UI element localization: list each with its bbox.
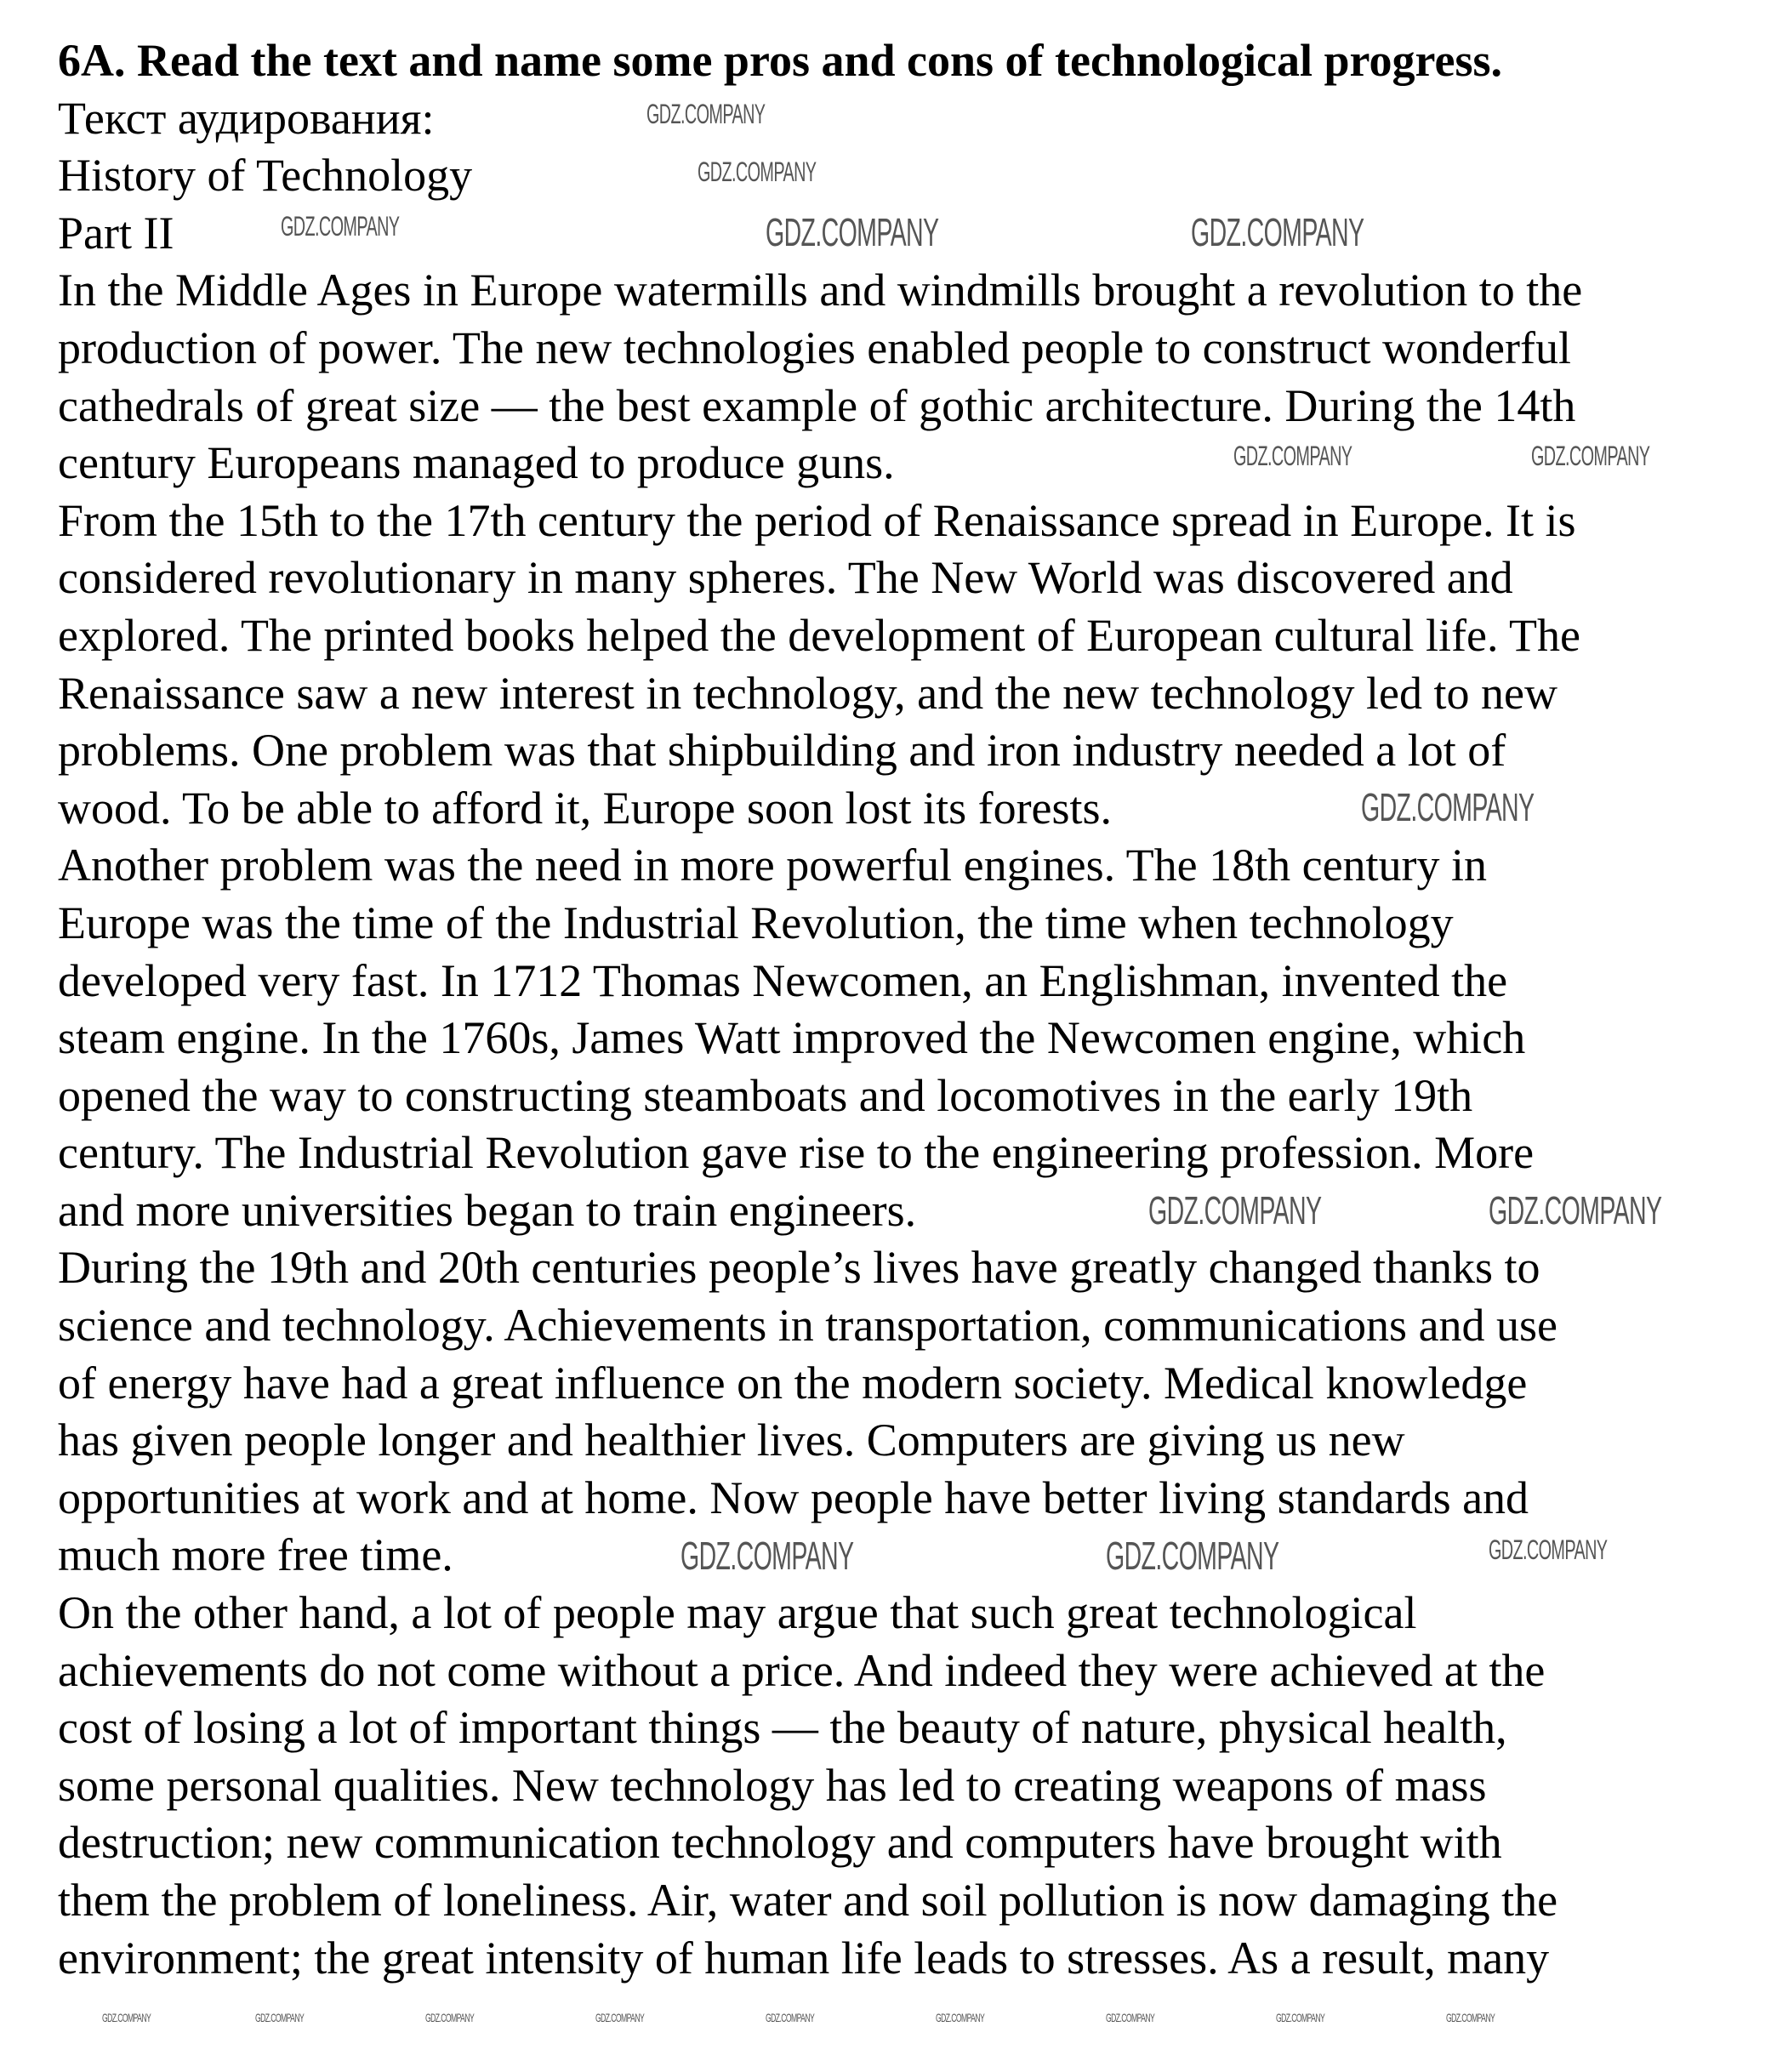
watermark: GDZ.COMPANY xyxy=(1148,1188,1322,1232)
document-body xyxy=(58,32,1582,1987)
paragraph-line: environment; the great intensity of human life leads to stresses. As a result, many xyxy=(58,1932,1550,1984)
paragraph-line: steam engine. In the 1760s, James Watt improved the Newcomen engine, which xyxy=(58,1012,1526,1064)
paragraph-line: cost of losing a lot of important things — the beauty of nature, physical health, xyxy=(58,1702,1507,1754)
paragraph-line: In the Middle Ages in Europe watermills and windmills brought a revolution to the xyxy=(58,265,1583,316)
watermark: GDZ.COMPANY xyxy=(766,210,939,254)
paragraph-line: and more universities began to train engineers. xyxy=(58,1184,917,1236)
paragraph-line: much more free time. xyxy=(58,1529,453,1581)
watermark: GDZ.COMPANY xyxy=(936,2011,985,2024)
paragraph-line: explored. The printed books helped the development of European cultural life. The xyxy=(58,609,1580,661)
paragraph-line: opportunities at work and at home. Now people have better living standards and xyxy=(58,1471,1529,1523)
paragraph-line: science and technology. Achievements in transportation, communications and use xyxy=(58,1300,1558,1352)
paragraph-line: some personal qualities. New technology has led to creating weapons of mass xyxy=(58,1759,1487,1811)
paragraph-line: On the other hand, a lot of people may argue that such great technological xyxy=(58,1587,1417,1639)
paragraph-line: From the 15th to the 17th century the period of Renaissance spread in Europe. It is xyxy=(58,494,1576,546)
paragraph-line: opened the way to constructing steamboats and locomotives in the early 19th xyxy=(58,1069,1473,1121)
paragraph-line: destruction; new communication technology and computers have brought with xyxy=(58,1817,1502,1869)
watermark: GDZ.COMPANY xyxy=(1361,785,1535,829)
watermark: GDZ.COMPANY xyxy=(425,2011,475,2024)
watermark: GDZ.COMPANY xyxy=(1531,441,1650,471)
exercise-title: 6A. Read the text and name some pros and cons of technological progress. xyxy=(58,35,1502,86)
paragraph-line: Another problem was the need in more powerful engines. The 18th century in xyxy=(58,840,1488,891)
paragraph-line: production of power. The new technologies enabled people to construct wonderful xyxy=(58,322,1571,373)
paragraph-line: Europe was the time of the Industrial Revolution, the time when technology xyxy=(58,897,1454,948)
watermark: GDZ.COMPANY xyxy=(595,2011,645,2024)
watermark: GDZ.COMPANY xyxy=(1489,1534,1608,1565)
watermark: GDZ.COMPANY xyxy=(1276,2011,1325,2024)
paragraph-line: cathedrals of great size — the best example of gothic architecture. During the 14th xyxy=(58,379,1576,431)
paragraph-line: considered revolutionary in many spheres. The New World was discovered and xyxy=(58,552,1513,604)
paragraph-line: developed very fast. In 1712 Thomas Newcomen, an Englishman, invented the xyxy=(58,954,1508,1006)
paragraph-line: wood. To be able to afford it, Europe soon lost its forests. xyxy=(58,782,1113,834)
watermark: GDZ.COMPANY xyxy=(102,2011,151,2024)
watermark: GDZ.COMPANY xyxy=(1489,1188,1662,1232)
paragraph-line: During the 19th and 20th centuries people’s lives have greatly changed thanks to xyxy=(58,1242,1540,1294)
listening-label: Текст аудирования: xyxy=(58,92,435,144)
watermark: GDZ.COMPANY xyxy=(646,99,766,129)
paragraph-line: problems. One problem was that shipbuilding and iron industry needed a lot of xyxy=(58,725,1506,777)
paragraph-line: Renaissance saw a new interest in technology, and the new technology led to new xyxy=(58,667,1557,719)
paragraph-line: of energy have had a great influence on the modern society. Medical knowledge xyxy=(58,1357,1528,1409)
paragraph-line: century. The Industrial Revolution gave rise to the engineering profession. More xyxy=(58,1127,1535,1179)
text-title: History of Technology xyxy=(58,150,473,202)
watermark: GDZ.COMPANY xyxy=(698,157,817,187)
paragraph-line: has given people longer and healthier lives. Computers are giving us new xyxy=(58,1415,1405,1466)
watermark: GDZ.COMPANY xyxy=(680,1534,854,1578)
watermark: GDZ.COMPANY xyxy=(1233,441,1352,471)
paragraph-line: them the problem of loneliness. Air, water and soil pollution is now damaging the xyxy=(58,1875,1558,1926)
watermark: GDZ.COMPANY xyxy=(766,2011,815,2024)
paragraph-line: century Europeans managed to produce guns. xyxy=(58,437,895,489)
paragraph-line: achievements do not come without a price. And indeed they were achieved at the xyxy=(58,1644,1546,1696)
watermark: GDZ.COMPANY xyxy=(281,211,400,242)
watermark: GDZ.COMPANY xyxy=(255,2011,305,2024)
part-label: Part II xyxy=(58,207,174,259)
text-lines xyxy=(58,90,1582,1988)
watermark: GDZ.COMPANY xyxy=(1191,210,1364,254)
watermark: GDZ.COMPANY xyxy=(1106,2011,1155,2024)
watermark: GDZ.COMPANY xyxy=(1446,2011,1495,2024)
watermark: GDZ.COMPANY xyxy=(1106,1534,1279,1578)
